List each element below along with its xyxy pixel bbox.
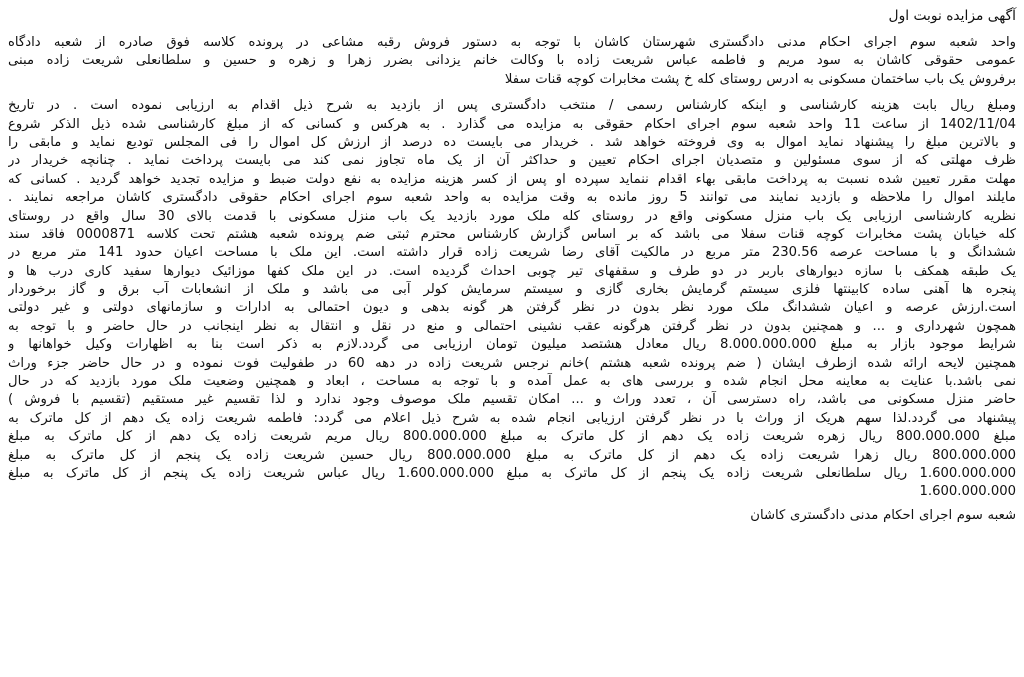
body-line: 1.600.000.000 ریال سلطانعلی شریعت زاده یک پنجم از کل ماترک به مبلغ 1.600.000.000 ریال عباس شریعت زاده یک پنجم از کل ماترک به مبلغ — [8, 465, 1016, 481]
body-line: است.ارزش عرصه و اعیان ششدانگ ملک مورد نظر بدون در نظر گرفتن هر گونه بدهی و دیون احتمالی به ادارات و سازمانهای دولتی و غیر دولتی — [8, 300, 1016, 316]
body-line: مبلغ 800.000.000 ریال زهره شریعت زاده یک دهم از کل ماترک به مبلغ 800.000.000 ریال مریم شریعت زاده یک دهم از کل ماترک به مبلغ — [8, 429, 1016, 445]
intro-line: عمومی حقوقی کاشان به سود مریم و فاطمه عباس شریعت زاده با وکالت خانم یزدانی بضرر زهرا و زهره و حسین و سلطانعلی شریعت زاده مبنی — [8, 53, 1016, 69]
body-line: شرایط موجود بازار به مبلغ 8.000.000.000 ریال معادل هشتصد میلیون تومان ارزیابی می گردد.لازم به ذکر است بنا به اظهارات وکیل خواهانها و — [8, 337, 1016, 353]
body-line: همچنین لایحه ارائه شده ازطرف ایشان ( ضم پرونده شعبه هشتم )خانم نرجس شریعت زاده در دهه 60 در طفولیت فوت نموده و در حال حاضر جزء وراث — [8, 355, 1016, 371]
body-line: ومبلغ ریال بابت هزینه کارشناسی و اینکه کارشناس رسمی / منتخب دادگستری پس از بازدید به شرح ذیل اقدام به ارزیابی نموده است . در تاریخ — [8, 98, 1016, 114]
body-line: ششدانگ و با مساحت عرصه 230.56 متر مربع در مالکیت آقای رضا شریعت زاده قرار داشته است. این ملک با مساحت اعیان حدود 141 متر مربع در — [8, 245, 1016, 261]
intro-paragraph — [8, 34, 1016, 89]
paragraph-spacer — [8, 89, 1016, 97]
body-line: نمی باشد.با عنایت به معاینه محل انجام شده و بررسی های به عمل آمده و با توجه به مساحت ، ابعاد و همچنین وضعیت ملک مورد بازدید که در حال — [8, 374, 1016, 390]
body-line: و بالاترین مبلغ را پیشنهاد نماید اموال به وی فروخته خواهد شد . خریدار می بایست ده درصد از ارزش کل اموال را فی المجلس تودیع نماید و مابقی را — [8, 134, 1016, 150]
body-line: 800.000.000 ریال زهرا شریعت زاده یک دهم از کل ماترک به مبلغ 800.000.000 ریال حسین شریعت زاده یک پنجم از کل ماترک به مبلغ — [8, 447, 1016, 463]
issuer-signature-line: شعبه سوم اجرای احکام مدنی دادگستری کاشان — [750, 507, 1016, 523]
body-line: 1.600.000.000 — [919, 484, 1016, 500]
body-paragraph — [8, 97, 1016, 502]
body-line: 1402/11/04 از ساعت 11 واحد شعبه سوم اجرای احکام حقوقی به مزایده می گذارد . به هرکس و کسانی که از مبلغ کارشناسی شده ذیل الذکر شروع — [8, 116, 1016, 132]
intro-line: برفروش یک باب ساختمان مسکونی به ادرس روستای کله خ پشت مخابرات کوچه قنات سفلا — [504, 71, 1016, 87]
body-line: کله خیابان پشت مخابرات کوچه قنات سفلا می باشد که بر اساس گزارش کارشناس محترم ثبتی ضم پرونده شعبه هشتم تحت کلاسه 0000871 فاقد سند — [8, 226, 1016, 242]
body-line: مهلت مقرر تعیین شده نسبت به پرداخت مابقی بهاء اقدام ننماید سپرده او پس از کسر هزینه مزایده به نفع دولت ضبط و مزایده تجدید خواهد گردید . کسانی که — [8, 171, 1016, 187]
body-line: مایلند اموال را ملاحظه و بازدید نمایند می توانند 5 روز مانده به وقت مزایده به واحد شعبه سوم اجرای احکام حقوقی دادگستری کاشان مراجعه نمایند . — [8, 190, 1016, 206]
body-line: ظرف مهلتی که از سوی مسئولین و متصدیان اجرای احکام تعیین و حداکثر آن از یک ماه تجاوز نمی کند می بایست پرداخت نماید . چنانچه خریدار در — [8, 153, 1016, 169]
notice-title: آگهی مزایده نوبت اول — [888, 8, 1016, 24]
body-line: یک طبقه همکف با سازه دیوارهای باربر در دو طرف و سقفهای تیر چوبی احداث گردیده است. در این ملک کفها موزائیک دیوارها سفید کاری درب ها و — [8, 263, 1016, 279]
body-line: همچون شهرداری و ... و همچنین بدون در نظر گرفتن هرگونه عقب نشینی احتمالی و منع در نقل و انتقال به نظر اینجانب در حال حاضر و با توجه به — [8, 318, 1016, 334]
body-line: پنجره ها آهنی ساده کابینتها فلزی سیستم گرمایش بخاری گازی و سیستم سرمایش کولر آبی می باشد و ملک از انشعابات آب برق و گاز برخوردار — [8, 282, 1016, 298]
body-line: نظریه کارشناسی ارزیابی یک باب منزل مسکونی واقع در روستای کله ملک مورد بازدید یک باب منزل مسکونی با قدمت بالای 30 سال واقع در روستای — [8, 208, 1016, 224]
body-line: حاضر منزل مسکونی می باشد، راه دسترسی آن ، تعدد وراث و ... امکان تقسیم ملک موصوف وجود ندارد و لذا تقسیم غیر مستقیم (تقسیم با فروش ) — [8, 392, 1016, 408]
intro-line: واحد شعبه سوم اجرای احکام مدنی دادگستری شهرستان کاشان با توجه به دستور فروش رقبه مشاعی در پرونده کلاسه فوق صادره از شعبه دادگاه — [8, 35, 1016, 50]
body-line: پیشنهاد می گردد.لذا سهم هریک از وراث با در نظر گرفتن ارزیابی انجام شده به شرح ذیل اعلام می گردد: فاطمه شریعت زاده یک دهم از کل ماترک به — [8, 410, 1016, 426]
